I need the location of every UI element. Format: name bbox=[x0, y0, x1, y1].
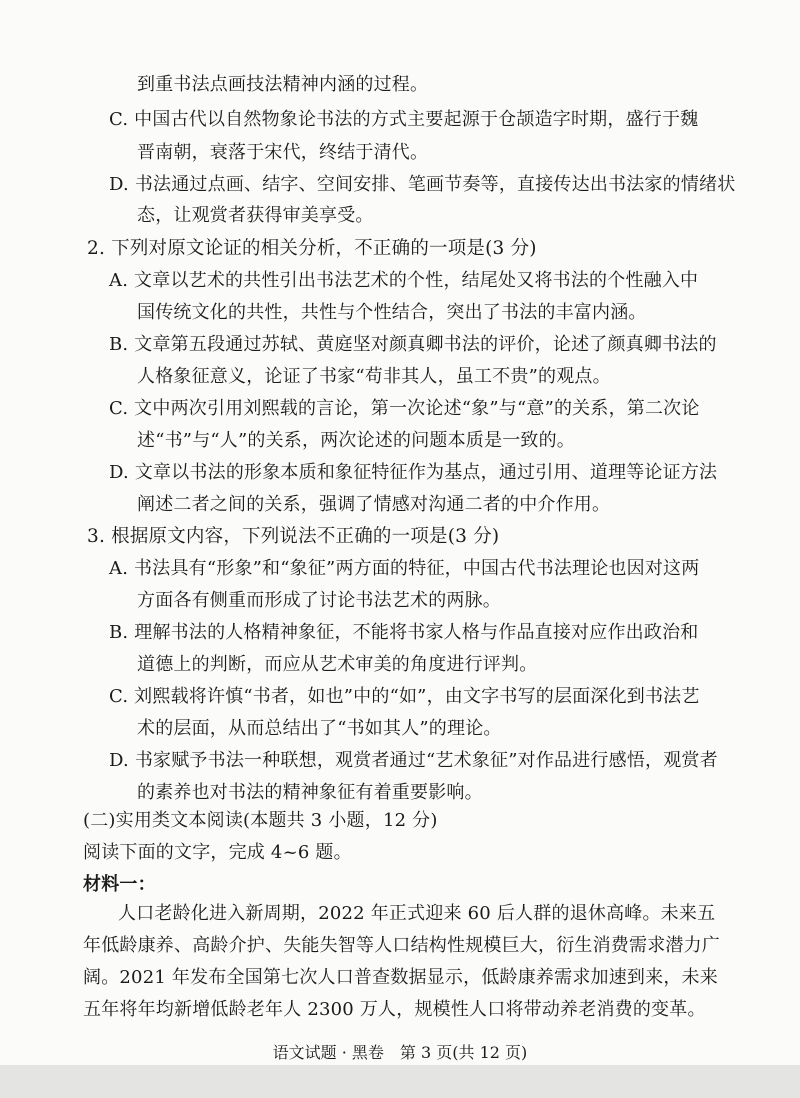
material-one-label: 材料一： bbox=[83, 874, 156, 895]
q1-option-c-line2: 晋南朝，衰落于宋代，终结于清代。 bbox=[137, 142, 429, 163]
q2-option-b-line2: 人格象征意义，论证了书家“苟非其人，虽工不贵”的观点。 bbox=[137, 366, 611, 387]
q2-option-d-line1: D. 文章以书法的形象本质和象征特征作为基点，通过引用、道理等论证方法 bbox=[109, 462, 718, 483]
page-footer: 语文试题 · 黑卷 第 3 页(共 12 页) bbox=[272, 1043, 528, 1062]
q2-option-a-line2: 国传统文化的共性，共性与个性结合，突出了书法的丰富内涵。 bbox=[137, 302, 647, 323]
q1-option-d-line2: 态，让观赏者获得审美享受。 bbox=[137, 205, 374, 226]
q3-option-c-line1: C. 刘熙载将许慎“书者，如也”中的“如”，由文字书写的层面深化到书法艺 bbox=[109, 686, 700, 707]
q1-option-b-line2: 到重书法点画技法精神内涵的过程。 bbox=[137, 74, 429, 95]
q3-option-d-line2: 的素养也对书法的精神象征有着重要影响。 bbox=[137, 782, 483, 803]
q1-option-d-line1: D. 书法通过点画、结字、空间安排、笔画节奏等，直接传达出书法家的情绪状 bbox=[109, 174, 736, 195]
q2-option-c-line1: C. 文中两次引用刘熙载的言论，第一次论述“象”与“意”的关系，第二次论 bbox=[109, 398, 700, 419]
q3-option-d-line1: D. 书家赋予书法一种联想，观赏者通过“艺术象征”对作品进行感悟，观赏者 bbox=[109, 750, 718, 771]
q1-option-c-line1: C. 中国古代以自然物象论书法的方式主要起源于仓颉造字时期，盛行于魏 bbox=[109, 109, 699, 130]
q2-option-b-line1: B. 文章第五段通过苏轼、黄庭坚对颜真卿书法的评价，论述了颜真卿书法的 bbox=[109, 334, 717, 355]
section2-heading: (二)实用类文本阅读(本题共 3 小题，12 分) bbox=[83, 810, 438, 831]
q3-option-b-line2: 道德上的判断，而应从艺术审美的角度进行评判。 bbox=[137, 654, 538, 675]
q2-option-d-line2: 阐述二者之间的关系，强调了情感对沟通二者的中介作用。 bbox=[137, 494, 611, 515]
section2-instruction: 阅读下面的文字，完成 4~6 题。 bbox=[83, 842, 352, 863]
material-paragraph-line3: 阔。2021 年发布全国第七次人口普查数据显示，低龄康养需求加速到来，未来 bbox=[83, 967, 718, 988]
q3-option-b-line1: B. 理解书法的人格精神象征，不能将书家人格与作品直接对应作出政治和 bbox=[109, 622, 699, 643]
scan-bottom-band bbox=[0, 1065, 800, 1098]
material-paragraph-line1: 人口老龄化进入新周期，2022 年正式迎来 60 后人群的退休高峰。未来五 bbox=[118, 903, 716, 924]
material-paragraph-line4: 五年将年均新增低龄老年人 2300 万人，规模性人口将带动养老消费的变革。 bbox=[83, 999, 706, 1020]
material-paragraph-line2: 年低龄康养、高龄介护、失能失智等人口结构性规模巨大，衍生消费需求潜力广 bbox=[83, 935, 720, 956]
q2-stem: 2. 下列对原文论证的相关分析，不正确的一项是(3 分) bbox=[87, 238, 537, 259]
q3-option-a-line1: A. 书法具有“形象”和“象征”两方面的特征，中国古代书法理论也因对这两 bbox=[109, 558, 700, 579]
q3-option-c-line2: 术的层面，从而总结出了“书如其人”的理论。 bbox=[137, 718, 502, 739]
q2-option-c-line2: 述“书”与“人”的关系，两次论述的问题本质是一致的。 bbox=[137, 430, 576, 451]
q3-option-a-line2: 方面各有侧重而形成了讨论书法艺术的两脉。 bbox=[137, 590, 501, 611]
q2-option-a-line1: A. 文章以艺术的共性引出书法艺术的个性，结尾处又将书法的个性融入中 bbox=[109, 270, 699, 291]
q3-stem: 3. 根据原文内容，下列说法不正确的一项是(3 分) bbox=[87, 526, 500, 547]
